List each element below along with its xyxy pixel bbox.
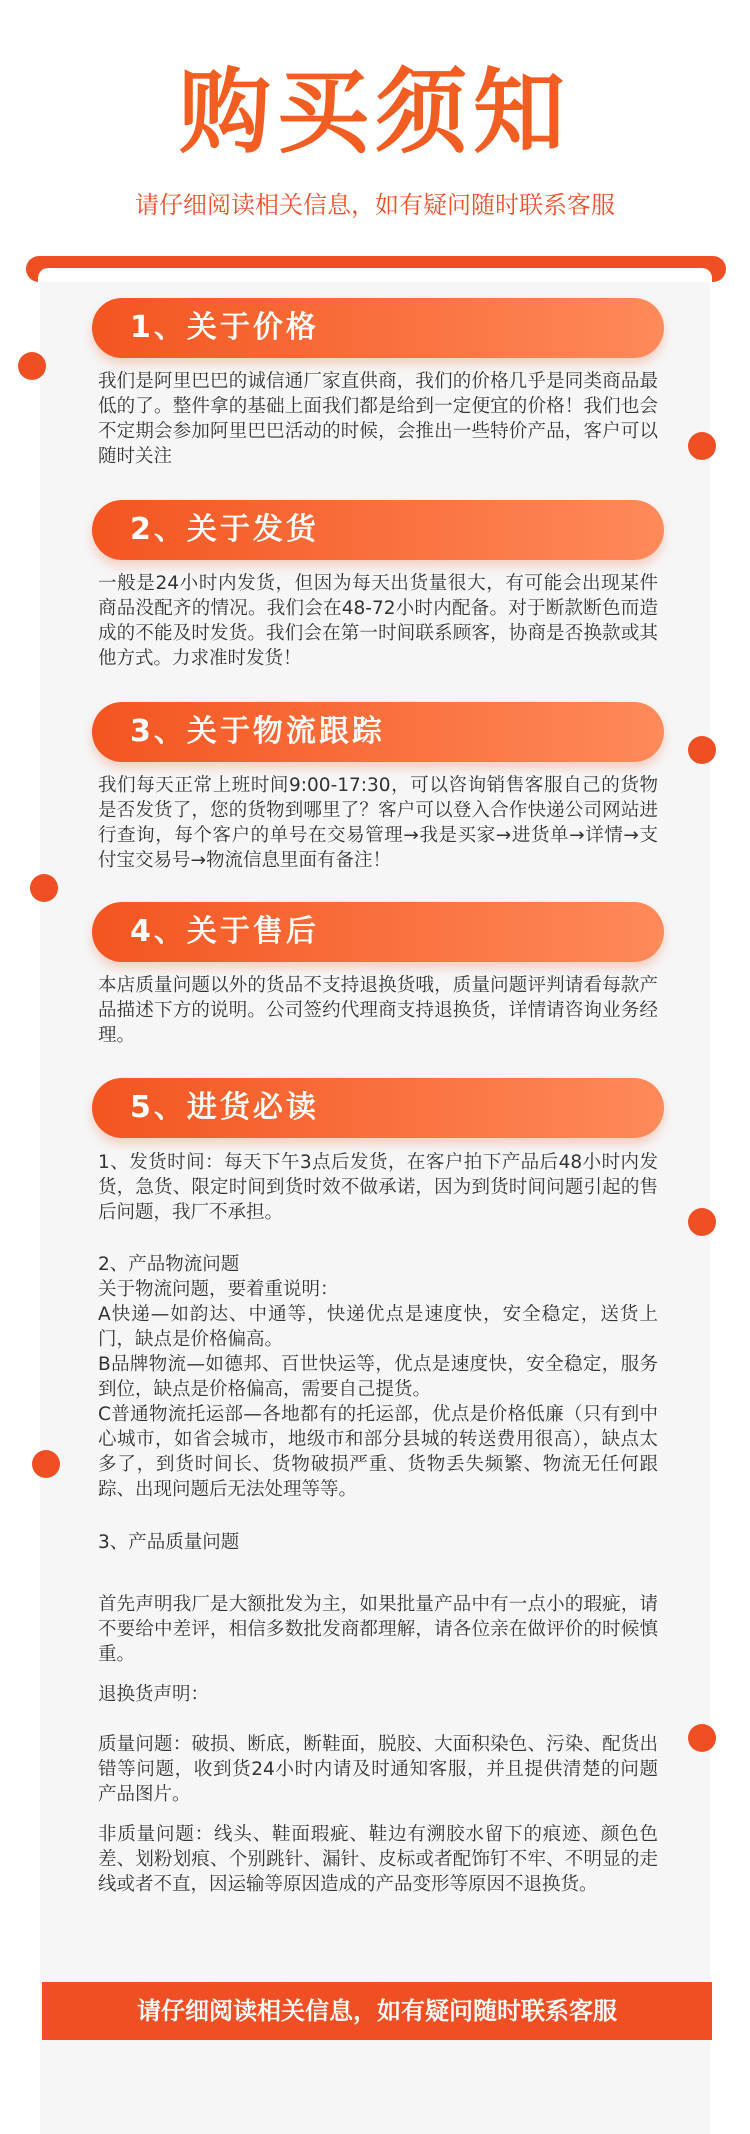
- section-heading-label: 1、关于价格: [130, 310, 319, 345]
- section-heading-after-sales: [92, 902, 664, 962]
- section-heading-label: 4、关于售后: [130, 914, 319, 949]
- decorative-dot: [18, 352, 46, 380]
- decorative-dot: [32, 1450, 60, 1478]
- section-heading-price: [92, 298, 664, 358]
- section-heading-label: 5、进货必读: [130, 1090, 319, 1125]
- section-text: 一般是24小时内发货，但因为每天出货量很大，有可能会出现某件商品没配齐的情况。我们会在48-72小时内配备。对于断款断色而造成的不能及时发货。我们会在第一时间联系顾客，协商是否换款或其他方式。力求准时发货！: [98, 573, 658, 669]
- footer-text: 请仔细阅读相关信息，如有疑问随时联系客服: [137, 1997, 617, 2025]
- section-text: 关于物流问题，要着重说明：: [98, 1279, 339, 1300]
- decorative-dot: [30, 874, 58, 902]
- section-heading-purchase-notes: [92, 1078, 664, 1138]
- section-heading-label: 3、关于物流跟踪: [130, 714, 385, 749]
- decorative-dot: [688, 1208, 716, 1236]
- section-heading-shipping: [92, 500, 664, 560]
- section-text: B品牌物流—如德邦、百世快运等，优点是速度快，安全稳定，服务到位，缺点是价格偏高，需要自己提货。: [98, 1354, 658, 1400]
- section-text: 本店质量问题以外的货品不支持退换货哦，质量问题评判请看每款产品描述下方的说明。公司签约代理商支持退换货，详情请咨询业务经理。: [98, 975, 658, 1046]
- footer-banner: [42, 1982, 712, 2040]
- page-subtitle: 请仔细阅读相关信息，如有疑问随时联系客服: [135, 191, 615, 219]
- section-text: 质量问题：破损、断底，断鞋面，脱胶、大面积染色、污染、配货出错等问题，收到货24小时内请及时通知客服，并且提供清楚的问题产品图片。: [98, 1734, 658, 1805]
- decorative-dot: [688, 1724, 716, 1752]
- section-text: A快递—如韵达、中通等，快递优点是速度快，安全稳定，送货上门，缺点是价格偏高。: [98, 1304, 658, 1350]
- section-text: 我们是阿里巴巴的诚信通厂家直供商，我们的价格几乎是同类商品最低的了。整件拿的基础上面我们都是给到一定便宜的价格！我们也会不定期会参加阿里巴巴活动的时候，会推出一些特价产品，客户可以随时关注: [98, 371, 658, 467]
- section-heading-label: 2、关于发货: [130, 512, 319, 547]
- section-subheading: 3、产品质量问题: [98, 1532, 240, 1553]
- decorative-dot: [688, 432, 716, 460]
- section-subheading: 退换货声明：: [98, 1684, 210, 1705]
- page-title: 购买须知: [178, 59, 571, 166]
- section-text: C普通物流托运部—各地都有的托运部，优点是价格低廉（只有到中心城市，如省会城市，地级市和部分县城的转送费用很高），缺点太多了，到货时间长、货物破损严重、货物丢失频繁、物流无任何跟踪、出现问题后无法处理等等。: [98, 1404, 658, 1500]
- section-text: 首先声明我厂是大额批发为主，如果批量产品中有一点小的瑕疵，请不要给中差评，相信多数批发商都理解，请各位亲在做评价的时候慎重。: [98, 1594, 658, 1665]
- section-text: 我们每天正常上班时间9:00-17:30，可以咨询销售客服自己的货物是否发货了，您的货物到哪里了？客户可以登入合作快递公司网站进行查询，每个客户的单号在交易管理→我是买家→进货单→详情→支付宝交易号→物流信息里面有备注！: [98, 775, 658, 871]
- top-bar-inner: [38, 268, 712, 282]
- section-subheading: 2、产品物流问题: [98, 1254, 240, 1275]
- decorative-dot: [688, 736, 716, 764]
- section-heading-tracking: [92, 702, 664, 762]
- section-text: 非质量问题：线头、鞋面瑕疵、鞋边有溯胶水留下的痕迹、颜色色差、划粉划痕、个别跳针、漏针、皮标或者配饰钉不牢、不明显的走线或者不直，因运输等原因造成的产品变形等原因不退换货。: [98, 1824, 658, 1895]
- section-text: 1、发货时间：每天下午3点后发货，在客户拍下产品后48小时内发货，急货、限定时间到货时效不做承诺，因为到货时间问题引起的售后问题，我厂不承担。: [98, 1152, 658, 1223]
